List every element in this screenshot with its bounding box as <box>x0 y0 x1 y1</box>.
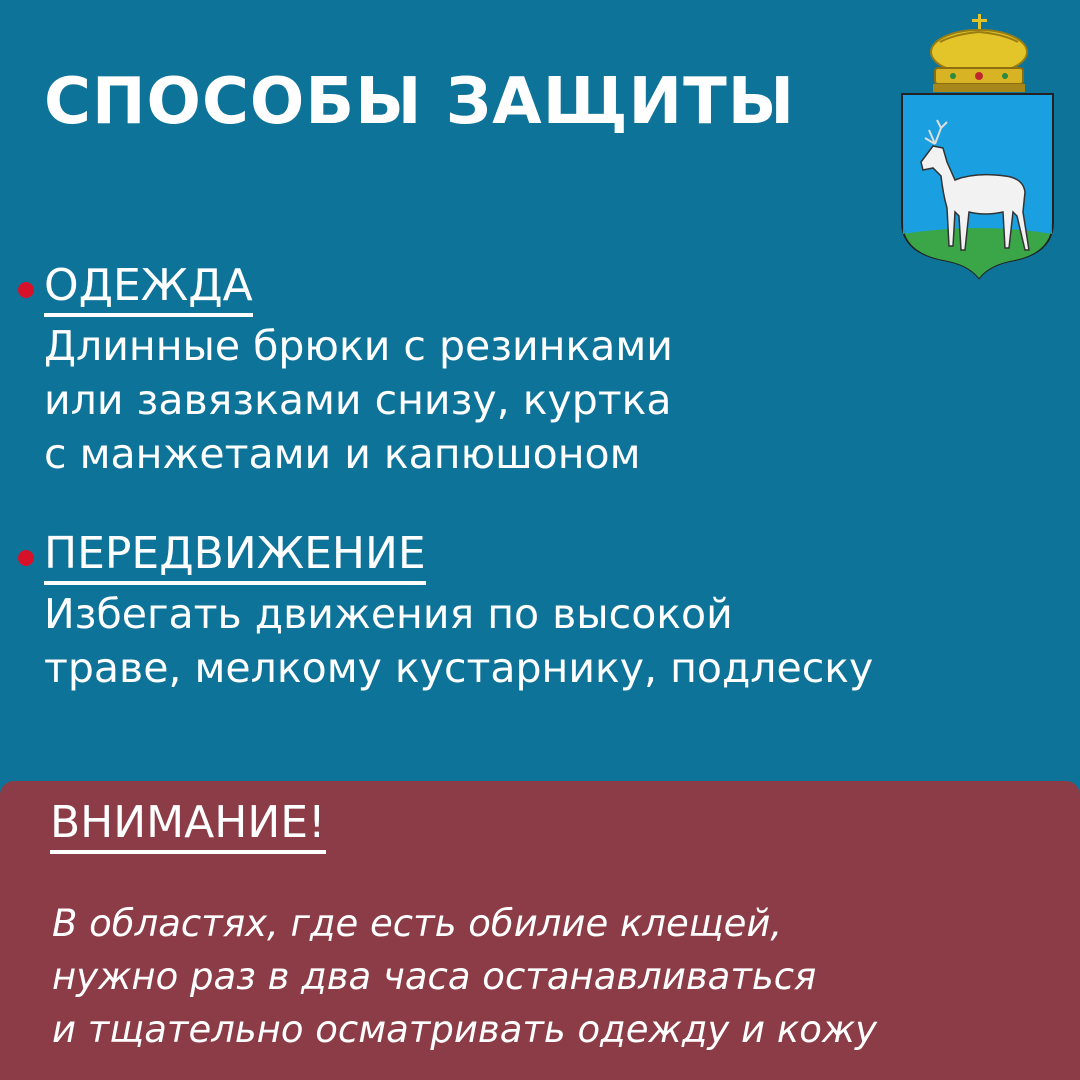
section-text <box>44 587 1044 695</box>
section-heading: ПЕРЕДВИЖЕНИЕ <box>44 528 426 585</box>
section-heading: ОДЕЖДА <box>44 260 253 317</box>
warning-title: ВНИМАНИЕ! <box>50 797 326 854</box>
coat-of-arms-deer-icon <box>895 12 1060 282</box>
section-text <box>44 319 1044 481</box>
section-movement <box>44 528 1044 695</box>
text-line: с манжетами и капюшоном <box>44 429 641 478</box>
bullet-icon <box>18 550 34 566</box>
page-title: СПОСОБЫ ЗАЩИТЫ <box>44 65 796 139</box>
text-line: нужно раз в два часа останавливаться <box>52 955 817 998</box>
text-line: траве, мелкому кустарнику, подлеску <box>44 643 874 692</box>
text-line: В областях, где есть обилие клещей, <box>52 902 783 945</box>
text-line: Избегать движения по высокой <box>44 589 733 638</box>
text-line: или завязками снизу, куртка <box>44 375 672 424</box>
bullet-icon <box>18 282 34 298</box>
warning-text <box>52 897 877 1056</box>
section-clothing <box>44 260 1044 481</box>
warning-panel <box>0 781 1080 1080</box>
text-line: и тщательно осматривать одежду и кожу <box>52 1008 878 1051</box>
crown-icon <box>931 14 1027 92</box>
text-line: Длинные брюки с резинками <box>44 321 673 370</box>
